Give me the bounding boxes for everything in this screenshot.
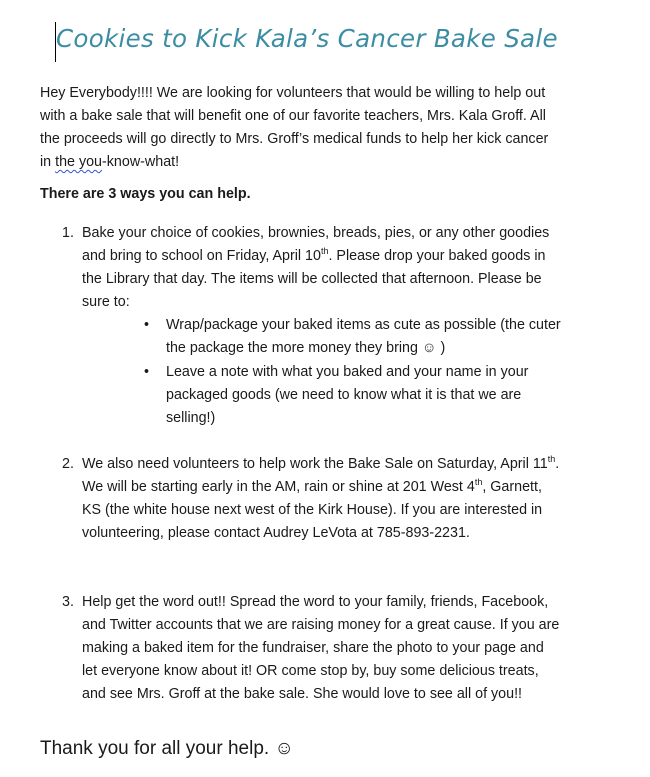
list-line xyxy=(82,453,559,476)
intro-text: -know-what! xyxy=(102,154,180,170)
intro-line: Hey Everybody!!!! We are looking for volunteers that would be willing to help out xyxy=(40,85,546,101)
list-text: We will be starting early in the AM, rain or shine at 201 West 4 xyxy=(82,479,475,495)
bullet-icon: • xyxy=(144,364,150,380)
list-line xyxy=(82,245,549,268)
list-line: Bake your choice of cookies, brownies, breads, pies, or any other goodies xyxy=(82,225,550,241)
bullet-line: packaged goods (we need to know what it is that we are xyxy=(166,387,522,403)
closing-thanks: Thank you for all your help. ☺ xyxy=(40,738,294,759)
superscript: th xyxy=(320,246,329,257)
list-text: We also need volunteers to help work the Bake Sale on Saturday, April 11 xyxy=(82,456,548,472)
list-line: making a baked item for the fundraiser, share the photo to your page and xyxy=(82,640,544,656)
intro-line: with a bake sale that will benefit one of our favorite teachers, Mrs. Kala Groff. All xyxy=(40,108,546,124)
list-line: sure to: xyxy=(82,294,130,310)
list-line xyxy=(82,476,559,499)
intro-paragraph xyxy=(40,82,600,174)
list-line: KS (the white house next west of the Kirk House). If you are interested in xyxy=(82,502,543,518)
document-title: Cookies to Kick Kala’s Cancer Bake Sale xyxy=(56,24,558,53)
bullet-item xyxy=(166,314,561,360)
intro-line: the proceeds will go directly to Mrs. Groff’s medical funds to help her kick cancer xyxy=(40,131,549,147)
list-text: and bring to school on Friday, April 10 xyxy=(82,248,321,264)
bullet-icon: • xyxy=(144,317,150,333)
bullet-line: Leave a note with what you baked and your name in your xyxy=(166,364,529,380)
list-line: volunteering, please contact Audrey LeVota at 785-893-2231. xyxy=(82,525,470,541)
list-line: the Library that day. The items will be collected that afternoon. Please be xyxy=(82,271,542,287)
list-text: . xyxy=(555,456,560,472)
list-item-2 xyxy=(82,453,559,545)
list-line: let everyone know about it! OR come stop by, buy some delicious treats, xyxy=(82,663,539,679)
list-line: and see Mrs. Groff at the bake sale. She would love to see all of you!! xyxy=(82,686,523,702)
bullet-line: selling!) xyxy=(166,410,216,426)
list-item-3 xyxy=(82,591,559,706)
list-line: and Twitter accounts that we are raising money for a great cause. If you are xyxy=(82,617,560,633)
list-line: Help get the word out!! Spread the word to your family, friends, Facebook, xyxy=(82,594,549,610)
list-item-1 xyxy=(82,222,549,314)
superscript: th xyxy=(547,454,556,465)
list-text: . Please drop your baked goods in xyxy=(328,248,546,264)
list-number: 1. xyxy=(62,225,74,241)
spellcheck-underline: the you xyxy=(55,154,103,170)
intro-text: in xyxy=(40,154,56,170)
ways-heading: There are 3 ways you can help. xyxy=(40,186,251,202)
bullet-line: the package the more money they bring ☺ ) xyxy=(166,340,446,356)
bullet-line: Wrap/package your baked items as cute as possible (the cuter xyxy=(166,317,561,333)
list-text: , Garnett, xyxy=(482,479,542,495)
list-number: 2. xyxy=(62,456,74,472)
superscript: th xyxy=(474,477,483,488)
bullet-item xyxy=(166,361,528,430)
intro-line xyxy=(40,151,600,174)
list-number: 3. xyxy=(62,594,74,610)
